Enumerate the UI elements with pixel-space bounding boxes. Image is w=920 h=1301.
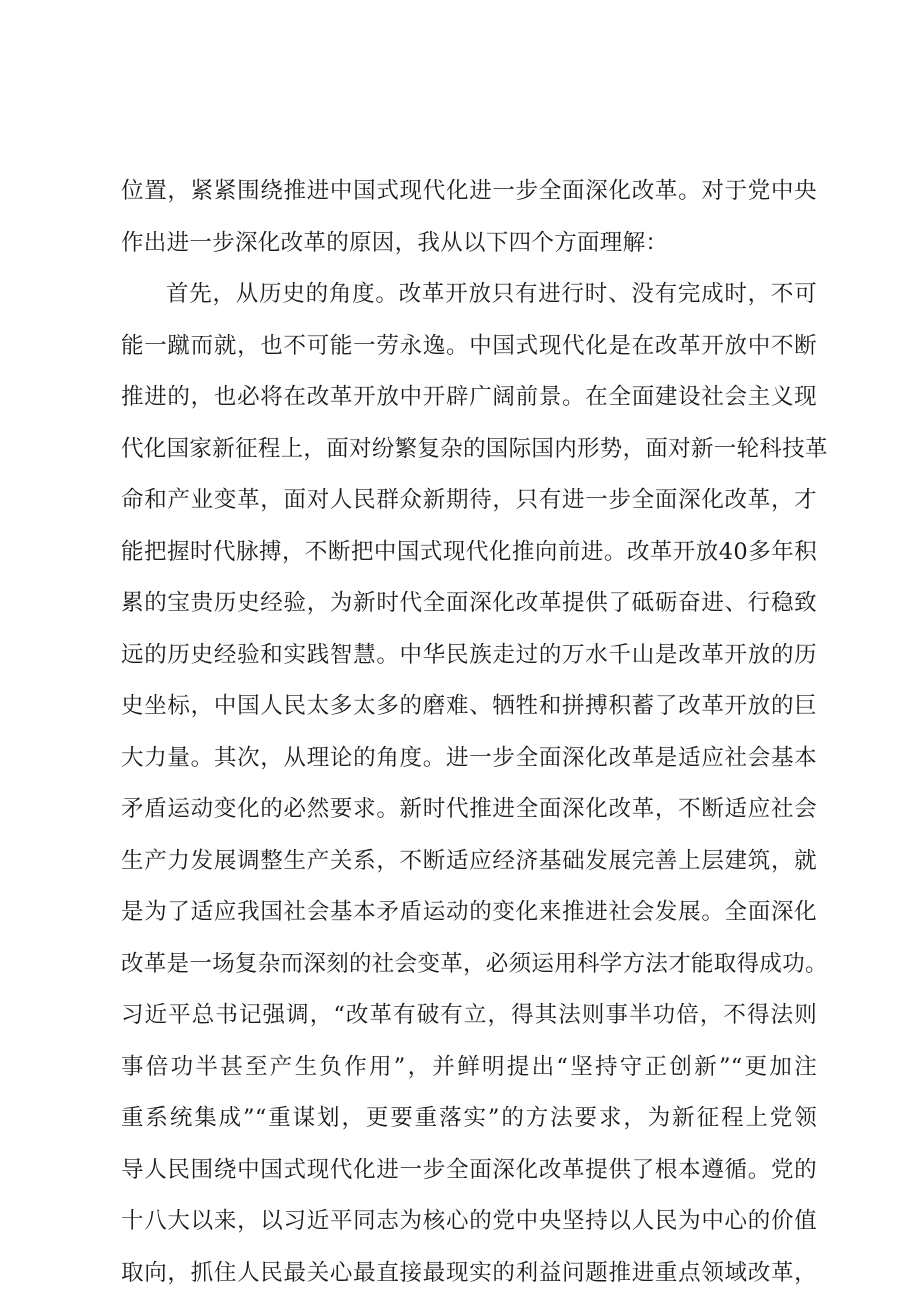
text-line: 取向，抓住人民最关心最直接最现实的利益问题推进重点领域改革，: [121, 1259, 817, 1286]
text-line: 生产力发展调整生产关系，不断适应经济基础发展完善上层建筑，就: [121, 847, 817, 874]
text-line: 导人民围绕中国式现代化进一步全面深化改革提供了根本遵循。党的: [121, 1156, 817, 1183]
text-line: 能把握时代脉搏，不断把中国式现代化推向前进。改革开放40多年积: [121, 538, 817, 565]
text-line: 大力量。其次，从理论的角度。进一步全面深化改革是适应社会基本: [121, 744, 817, 771]
text-line: 累的宝贵历史经验，为新时代全面深化改革提供了砥砺奋进、行稳致: [121, 590, 817, 616]
text-line: 推进的，也必将在改革开放中开辟广阔前景。在全面建设社会主义现: [121, 384, 817, 410]
text-line: 能一蹴而就，也不可能一劳永逸。中国式现代化是在改革开放中不断: [121, 332, 817, 359]
text-line: 习近平总书记强调，“改革有破有立，得其法则事半功倍，不得法则: [121, 1002, 817, 1028]
text-line: 位置，紧紧围绕推进中国式现代化进一步全面深化改革。对于党中央: [121, 178, 817, 204]
text-line: 史坐标，中国人民太多太多的磨难、牺牲和拼搏积蓄了改革开放的巨: [121, 693, 817, 719]
text-line: 作出进一步深化改革的原因，我从以下四个方面理解：: [121, 229, 669, 256]
text-line: 远的历史经验和实践智慧。中华民族走过的万水千山是改革开放的历: [121, 641, 817, 668]
body-text: [121, 166, 828, 1299]
text-line: 事倍功半甚至产生负作用”，并鲜明提出“坚持守正创新”“更加注: [121, 1053, 817, 1080]
text-line: 矛盾运动变化的必然要求。新时代推进全面深化改革，不断适应社会: [121, 796, 817, 822]
text-line: 代化国家新征程上，面对纷繁复杂的国际国内形势，面对新一轮科技革: [121, 435, 828, 462]
text-line: 十八大以来，以习近平同志为核心的党中央坚持以人民为中心的价值: [121, 1208, 817, 1234]
text-line: 首先，从历史的角度。改革开放只有进行时、没有完成时，不可: [166, 281, 817, 307]
text-line: 重系统集成”“重谋划，更要重落实”的方法要求，为新征程上党领: [121, 1105, 817, 1131]
text-line: 改革是一场复杂而深刻的社会变革，必须运用科学方法才能取得成功。: [121, 950, 828, 977]
text-line: 命和产业变革，面对人民群众新期待，只有进一步全面深化改革，才: [121, 487, 817, 513]
text-line: 是为了适应我国社会基本矛盾运动的变化来推进社会发展。全面深化: [121, 899, 817, 925]
